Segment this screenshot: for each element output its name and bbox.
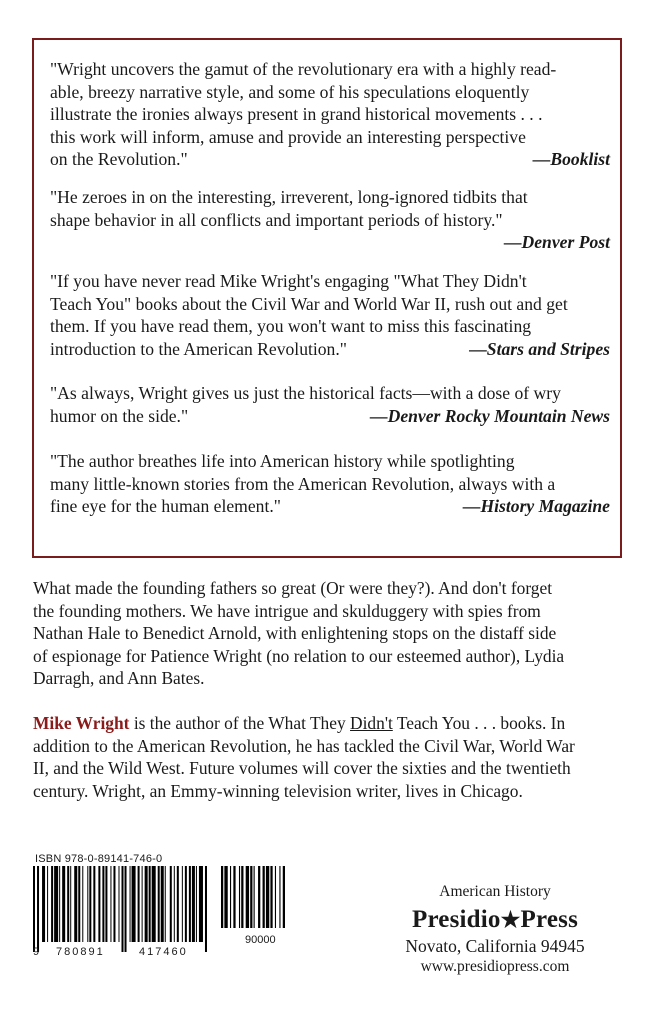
barcode-bar — [199, 866, 203, 942]
category-label: American History — [439, 883, 551, 900]
description-line: Darragh, and Ann Bates. — [33, 668, 205, 689]
review-source: —Denver Rocky Mountain News — [370, 405, 610, 426]
barcode-bar — [283, 866, 285, 928]
review-line-text: introduction to the American Revolution." — [50, 338, 347, 359]
review-denver-post — [50, 186, 610, 254]
barcode-bar — [239, 866, 240, 928]
addon-digits: 90000 — [245, 934, 276, 946]
publisher-location: Novato, California 94945 — [405, 936, 585, 956]
barcode-right-digits: 417460 — [139, 946, 188, 958]
barcode-bar — [87, 866, 88, 942]
barcode-bar — [113, 866, 115, 942]
review-line — [50, 338, 610, 361]
description-line: the founding mothers. We have intrigue and skulduggery with spies from — [33, 600, 541, 621]
review-source: —History Magazine — [462, 496, 610, 517]
barcode-bar — [152, 866, 156, 942]
isbn-barcode — [33, 866, 213, 956]
barcode-bar — [70, 866, 71, 942]
bio-text: Teach You . . . books. In — [392, 713, 566, 733]
bio-line: century. Wright, an Emmy-winning television writer, lives in Chicago. — [33, 780, 523, 801]
review-line: them. If you have read them, you won't want to miss this fascinating — [50, 316, 532, 337]
barcode-bar — [47, 866, 48, 942]
barcode-bar — [59, 866, 60, 942]
barcode-bar — [54, 866, 58, 942]
barcode-bar — [89, 866, 91, 942]
barcode-bar — [110, 866, 111, 942]
review-line: "He zeroes in on the interesting, irreverent, long-ignored tidbits that — [50, 187, 528, 207]
review-line-text: on the Revolution." — [50, 149, 188, 170]
barcode-bar — [241, 866, 243, 928]
bio-line: II, and the Wild West. Future volumes will cover the sixties and the twentieth — [33, 758, 571, 779]
review-line: illustrate the ironies always present in grand historical movements . . . — [50, 104, 543, 125]
barcode-left-digits: 780891 — [56, 946, 105, 958]
review-line — [50, 495, 610, 518]
bio-underlined-word: Didn't — [350, 713, 393, 733]
barcode-bar — [205, 866, 207, 952]
review-line — [50, 405, 610, 428]
barcode-bar — [51, 866, 53, 942]
barcode-bar — [138, 866, 140, 942]
barcode-bar — [275, 866, 276, 928]
publisher-name — [390, 906, 600, 934]
barcode-bar — [246, 866, 249, 928]
author-bio — [33, 712, 629, 802]
barcode-bar — [102, 866, 104, 942]
review-rocky-mountain-news — [50, 382, 610, 427]
review-history-magazine — [50, 450, 610, 518]
bio-text: is the author of the What They — [129, 713, 351, 733]
author-name: Mike Wright — [33, 713, 130, 733]
review-line: "As always, Wright gives us just the historical facts—with a dose of wry — [50, 383, 561, 403]
review-source: —Stars and Stripes — [469, 338, 610, 359]
review-source: —Denver Post — [503, 232, 610, 253]
barcode-bar — [130, 866, 131, 942]
barcode-bar — [78, 866, 80, 942]
barcode-bar — [122, 866, 124, 952]
review-line-text: fine eye for the human element." — [50, 496, 281, 517]
barcode-bar — [93, 866, 95, 942]
barcode-bar — [149, 866, 151, 942]
barcode-bar — [37, 866, 39, 952]
barcode-bar — [230, 866, 231, 928]
barcode-bar — [67, 866, 69, 942]
barcode-bar — [177, 866, 179, 942]
review-line: able, breezy narrative style, and some of his speculations eloquently — [50, 81, 530, 102]
review-line: many little-known stories from the American Revolution, always with a — [50, 473, 556, 494]
barcode-bar — [250, 866, 252, 928]
publisher-block — [390, 883, 600, 977]
publisher-name-part: Presidio — [411, 906, 501, 933]
book-description — [33, 577, 629, 690]
barcode-bar — [161, 866, 164, 942]
bio-line — [33, 712, 629, 735]
price-addon-barcode — [221, 866, 287, 928]
barcode-bar — [125, 866, 127, 952]
review-line: this work will inform, amuse and provide an interesting perspective — [50, 126, 526, 147]
barcode-bar — [185, 866, 187, 942]
barcode-bar — [189, 866, 191, 942]
barcode-bar — [263, 866, 265, 928]
description-line: What made the founding fathers so great (Or were they?). And don't forget — [33, 578, 553, 598]
barcode-bar — [170, 866, 172, 942]
barcode-bar — [33, 866, 35, 952]
barcode-bar — [132, 866, 136, 942]
bio-line: addition to the American Revolution, he has tackled the Civil War, World War — [33, 735, 575, 756]
barcode-bar — [158, 866, 160, 942]
barcode-bar — [142, 866, 143, 942]
barcode-bar — [254, 866, 255, 928]
review-line: "If you have never read Mike Wright's engaging "What They Didn't — [50, 271, 527, 291]
review-line: shape behavior in all conflicts and important periods of history." — [50, 209, 503, 230]
barcode-bar — [62, 866, 65, 942]
isbn-label: ISBN 978-0-89141-746-0 — [35, 853, 163, 865]
barcode-bar — [258, 866, 260, 928]
barcode-bar — [192, 866, 195, 942]
star-icon: ★ — [500, 907, 521, 932]
barcode-leading-digit: 9 — [33, 946, 40, 958]
review-line — [50, 148, 610, 171]
review-line-text: humor on the side." — [50, 405, 189, 426]
barcode-bar — [74, 866, 77, 942]
barcode-bar — [42, 866, 45, 942]
description-line: of espionage for Patience Wright (no relation to our esteemed author), Lydia — [33, 645, 565, 666]
barcode-bar — [221, 866, 223, 928]
publisher-name-part: Press — [520, 906, 579, 933]
barcode-bar — [233, 866, 235, 928]
barcode-bar — [182, 866, 183, 942]
description-line: Nathan Hale to Benedict Arnold, with enlightening stops on the distaff side — [33, 623, 557, 644]
barcode-bar — [105, 866, 107, 942]
barcode-bar — [118, 866, 119, 942]
barcode-bar — [266, 866, 269, 928]
barcode-bar — [270, 866, 272, 928]
barcode-bar — [196, 866, 197, 942]
review-booklist — [50, 58, 610, 171]
barcode-bar — [174, 866, 175, 942]
review-source: —Booklist — [532, 149, 610, 170]
review-line: "The author breathes life into American history while spotlighting — [50, 451, 515, 471]
barcode-bar — [279, 866, 280, 928]
barcode-bar — [82, 866, 83, 942]
review-line: Teach You" books about the Civil War and World War II, rush out and get — [50, 293, 568, 314]
barcode-bar — [98, 866, 100, 942]
barcode-bar — [165, 866, 166, 942]
barcode-bar — [145, 866, 148, 942]
review-line: "Wright uncovers the gamut of the revolutionary era with a highly read- — [50, 59, 557, 79]
publisher-url: www.presidiopress.com — [420, 958, 570, 975]
review-stars-and-stripes — [50, 270, 610, 360]
barcode-bar — [224, 866, 227, 928]
